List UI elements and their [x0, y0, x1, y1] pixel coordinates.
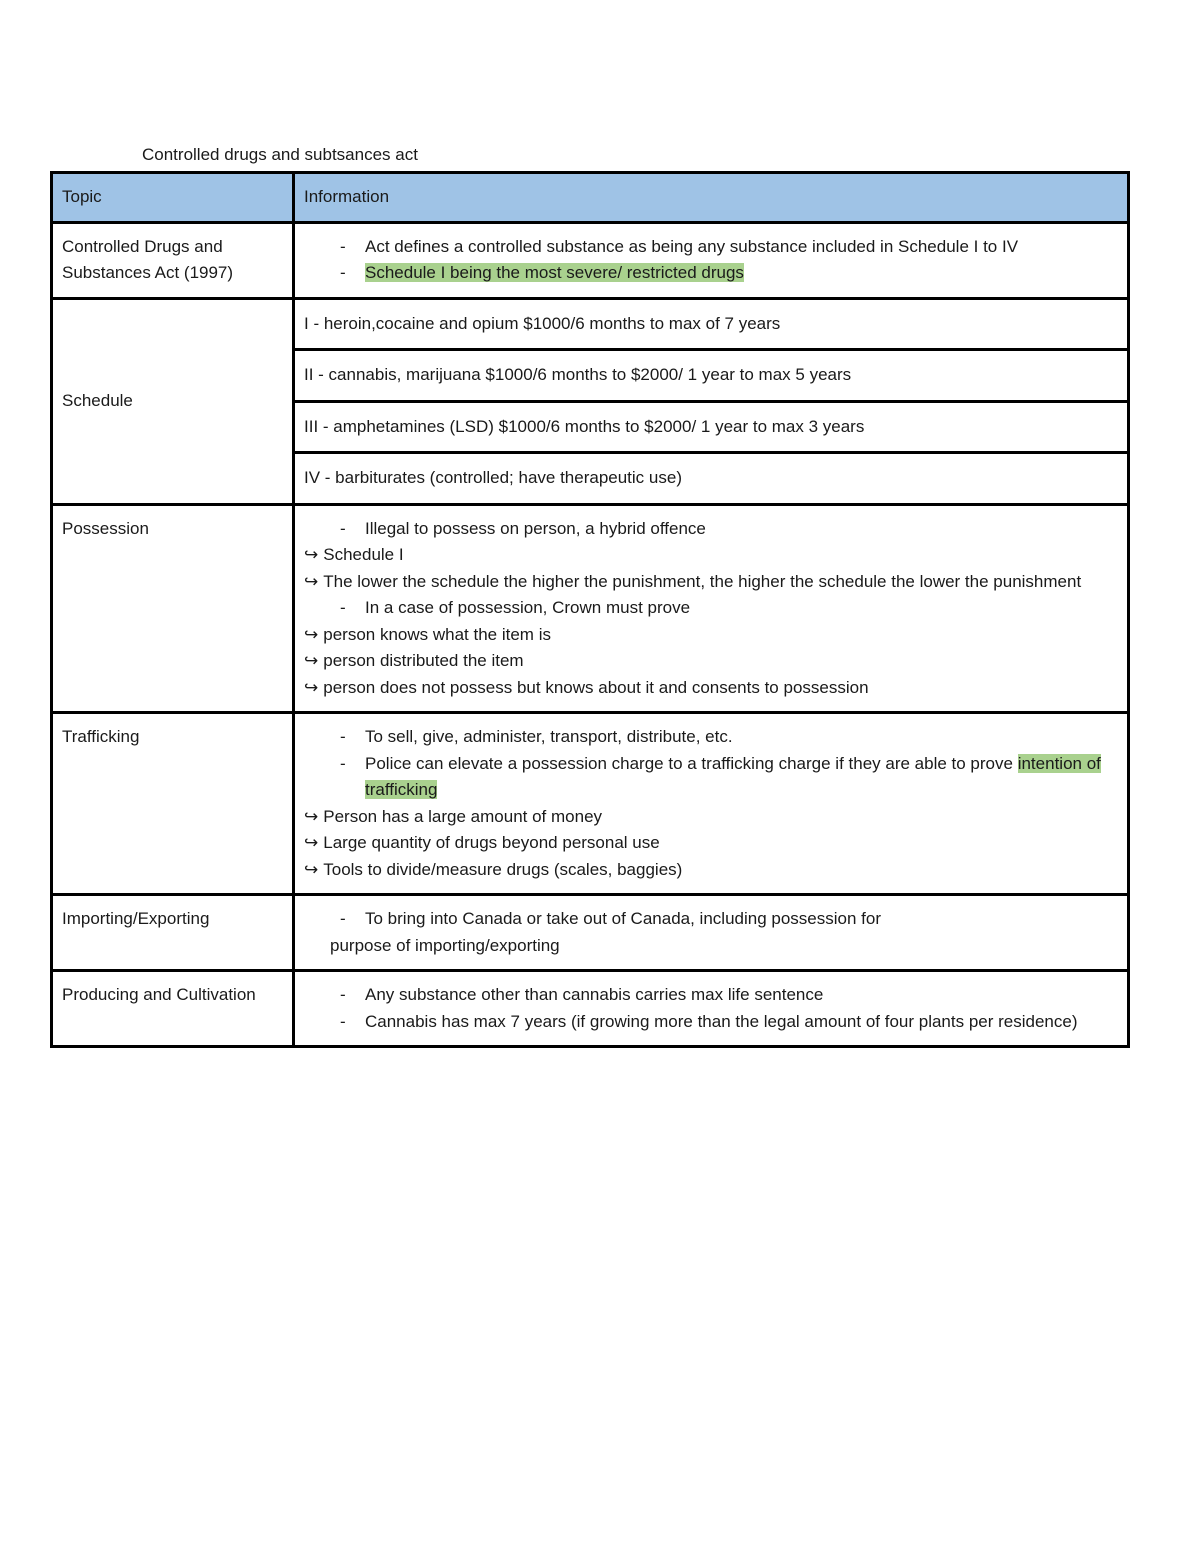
schedule-row-3: III - amphetamines (LSD) $1000/6 months to $2000/ 1 year to max 3 years — [294, 401, 1129, 453]
possession-arrow-1: Schedule I — [323, 545, 404, 564]
hook-arrow-icon: ↪ — [304, 859, 319, 879]
possession-arrow-2: The lower the schedule the higher the punishment, the higher the schedule the lower the punishment — [323, 571, 1082, 591]
possession-bullet-2: - In a case of possession, Crown must prove — [304, 595, 1117, 622]
topic-importing: Importing/Exporting — [52, 895, 294, 971]
importing-bullet-1: - To bring into Canada or take out of Canada, including possession for — [304, 906, 1117, 933]
cdsa-bullet-1: - Act defines a controlled substance as being any substance included in Schedule I to IV — [304, 234, 1117, 261]
row-schedule-1 — [52, 298, 1129, 350]
topic-trafficking: Trafficking — [52, 713, 294, 895]
schedule-row-1: I - heroin,cocaine and opium $1000/6 months to max of 7 years — [294, 298, 1129, 350]
row-cdsa — [52, 222, 1129, 298]
row-possession — [52, 504, 1129, 713]
importing-continuation: purpose of importing/exporting — [330, 935, 560, 955]
header-row — [52, 173, 1129, 223]
hook-arrow-icon: ↪ — [304, 624, 319, 644]
trafficking-arrow-3: Tools to divide/measure drugs (scales, baggies) — [323, 859, 683, 879]
hook-arrow-icon: ↪ — [304, 571, 319, 591]
info-trafficking — [294, 713, 1129, 895]
possession-bullet-1: - Illegal to possess on person, a hybrid offence — [304, 516, 1117, 543]
hook-arrow-icon: ↪ — [304, 651, 319, 670]
header-topic: Topic — [52, 173, 294, 223]
trafficking-bullet-1: - To sell, give, administer, transport, distribute, etc. — [304, 724, 1117, 751]
cdsa-bullet-2-highlight: Schedule I being the most severe/ restricted drugs — [365, 263, 744, 282]
possession-arrow-5: person does not possess but knows about it and consents to possession — [323, 677, 869, 697]
trafficking-arrow-1: Person has a large amount of money — [323, 806, 603, 826]
header-information: Information — [294, 173, 1129, 223]
topic-producing: Producing and Cultivation — [52, 971, 294, 1047]
possession-arrow-3: person knows what the item is — [323, 624, 551, 644]
producing-bullet-2: - Cannabis has max 7 years (if growing more than the legal amount of four plants per residence) — [304, 1009, 1117, 1036]
document-title: Controlled drugs and subtsances act — [142, 145, 418, 164]
possession-arrow-4: person distributed the item — [323, 651, 524, 670]
info-importing — [294, 895, 1129, 971]
hook-arrow-icon: ↪ — [304, 677, 319, 697]
hook-arrow-icon: ↪ — [304, 806, 319, 826]
topic-cdsa: Controlled Drugs and Substances Act (1997) — [52, 222, 294, 298]
row-trafficking — [52, 713, 1129, 895]
hook-arrow-icon: ↪ — [304, 545, 319, 564]
producing-bullet-1: - Any substance other than cannabis carries max life sentence — [304, 982, 1117, 1009]
hook-arrow-icon: ↪ — [304, 833, 319, 852]
topic-possession: Possession — [52, 504, 294, 713]
trafficking-bullet-2-highlight: intention of trafficking — [365, 753, 1101, 799]
schedule-row-4: IV - barbiturates (controlled; have therapeutic use) — [294, 453, 1129, 505]
info-producing — [294, 971, 1129, 1047]
info-possession — [294, 504, 1129, 713]
topic-schedule: Schedule — [52, 298, 294, 504]
trafficking-arrow-2: Large quantity of drugs beyond personal use — [323, 833, 660, 852]
row-importing — [52, 895, 1129, 971]
trafficking-bullet-2: Police can elevate a possession charge to a trafficking charge if they are able to prove — [365, 753, 1013, 773]
row-producing — [52, 971, 1129, 1047]
notes-table — [50, 171, 1130, 1048]
schedule-row-2: II - cannabis, marijuana $1000/6 months to $2000/ 1 year to max 5 years — [294, 350, 1129, 402]
info-cdsa — [294, 222, 1129, 298]
